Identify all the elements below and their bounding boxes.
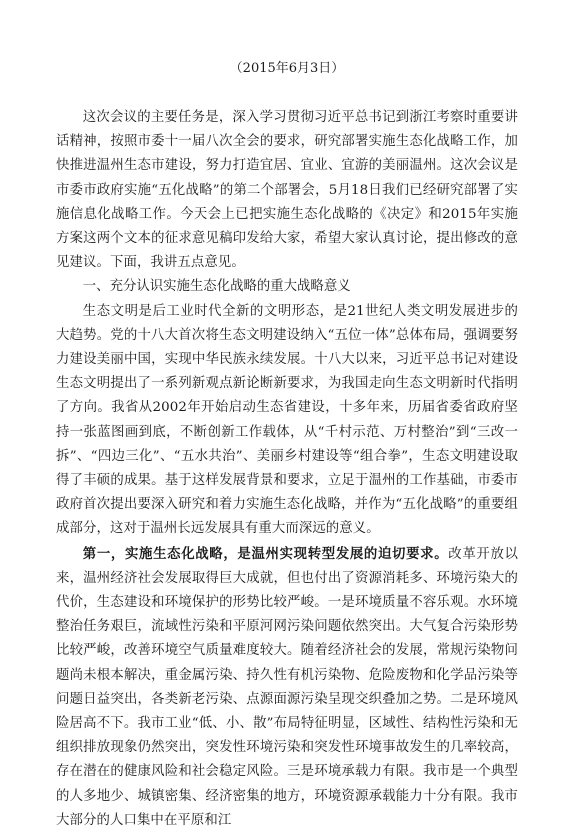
paragraph-3-rest: 改革开放以来，温州经济社会发展取得巨大成就，但也付出了资源消耗多、环境污染大的代价，生态建设和环境保护的形势比较严峻。一是环境质量不容乐观。水环境整治任务艰巨，流域性污染和平原河网污染问题依然突出。大气复合污染形势比较严峻，改善环境空气质量难度较大。随着经济社会的发展，常规污染物问题尚未根本解决，重金属污染、持久性有机污染物、危险废物和化学品污染等问题日益突出，各类新老污染、点源面源污染呈现交织叠加之势。二是环境风险居高不下。我市工业“低、小、散”布局特征明显，区域性、结构性污染和无组织排放现象仍然突出，突发性环境污染和突发性环境事故发生的几率较高，存在潜在的健康风险和社会稳定风险。三是环境承载力有限。我市是一个典型的人多地少、城镇密集、经济密集的地方，环境资源承载能力十分有限。我市大部分的人口集中在平原和江 bbox=[56, 546, 518, 828]
body-paragraph-3 bbox=[56, 542, 518, 833]
intro-paragraph: 这次会议的主要任务是，深入学习贯彻习近平总书记到浙江考察时重要讲话精神，按照市委十一届八次全会的要求，研究部署实施生态化战略工作，加快推进温州生态市建设，努力打造宜居、宜业、宜游的美丽温州。这次会议是市委市政府实施“五化战略”的第二个部署会，5月18日我们已经研究部署了实施信息化战略工作。今天会上已把实施生态化战略的《决定》和2015年实施方案这两个文本的征求意见稿印发给大家，希望大家认真讨论，提出修改的意见建议。下面，我讲五点意见。 bbox=[56, 110, 518, 271]
body-paragraph-2: 生态文明是后工业时代全新的文明形态，是21世纪人类文明发展进步的大趋势。党的十八大首次将生态文明建设纳入“五位一体”总体布局，强调要努力建设美丽中国，实现中华民族永续发展。十八大以来，习近平总书记对建设生态文明提出了一系列新观点新论断新要求，为我国走向生态文明新时代指明了方向。我省从2002年开始启动生态省建设，十多年来，历届省委省政府坚持一张蓝图画到底，不断创新工作载体，从“千村示范、万村整治”到“三改一拆”、“四边三化”、“五水共治”、美丽乡村建设等“组合拳”，生态文明建设取得了丰硕的成果。基于这样发展背景和要求，立足于温州的工作基础，市委市政府首次提出要深入研究和着力实施生态化战略，并作为“五化战略”的重要组成部分，这对于温州长远发展具有重大而深远的意义。 bbox=[56, 303, 518, 537]
section-heading-1: 一、充分认识实施生态化战略的重大战略意义 bbox=[82, 279, 351, 295]
document-date: （2015年6月3日） bbox=[229, 61, 345, 76]
paragraph-3-lead: 第一，实施生态化战略，是温州实现转型发展的迫切要求。 bbox=[82, 545, 449, 562]
